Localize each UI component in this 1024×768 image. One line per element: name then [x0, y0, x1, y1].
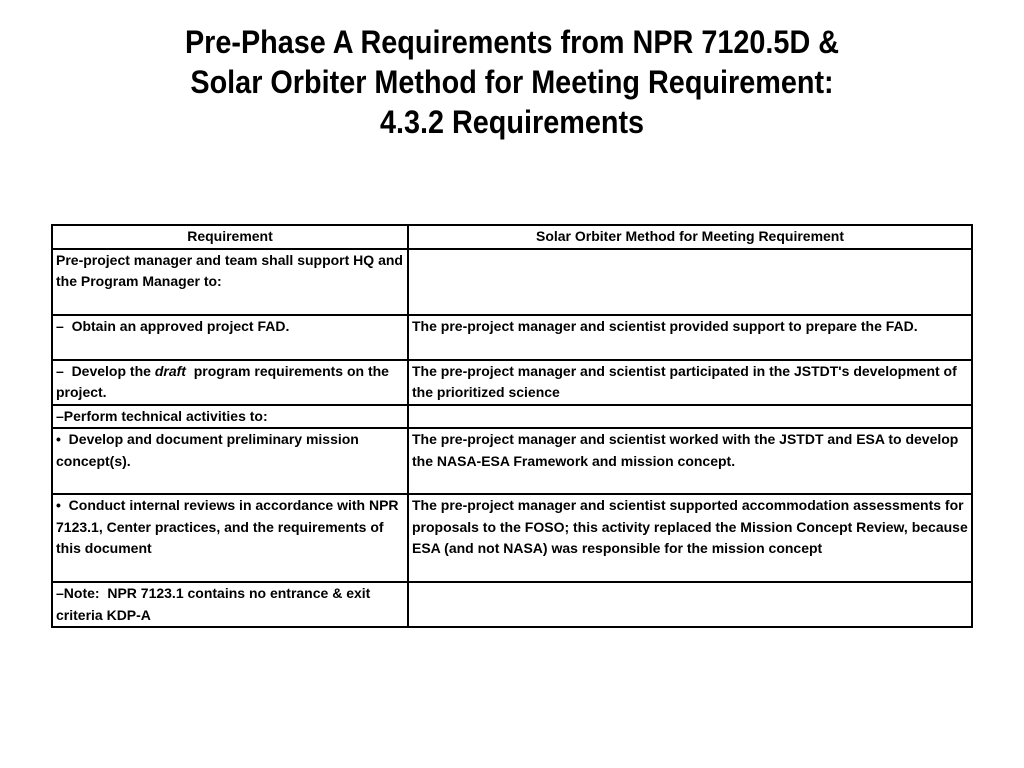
table-row: [52, 582, 972, 627]
table-row: [52, 315, 972, 360]
method-cell: The pre-project manager and scientist provided support to prepare the FAD.: [408, 315, 972, 360]
requirement-cell: –Perform technical activities to:: [52, 405, 408, 429]
requirement-cell: – Obtain an approved project FAD.: [52, 315, 408, 360]
method-cell: The pre-project manager and scientist supported accommodation assessments for proposals to the FOSO; this activity replaced the Mission Concept Review, because ESA (and not NASA) was responsible for the mission concept: [408, 494, 972, 582]
requirement-cell: Pre-project manager and team shall support HQ and the Program Manager to:: [52, 249, 408, 315]
slide-title-line-1: Pre-Phase A Requirements from NPR 7120.5D &: [184, 24, 840, 60]
slide-title-line-3: 4.3.2 Requirements: [379, 104, 645, 140]
method-cell: The pre-project manager and scientist worked with the JSTDT and ESA to develop the NASA-ESA Framework and mission concept.: [408, 428, 972, 494]
slide-title: [0, 22, 1024, 142]
method-cell: [408, 582, 972, 627]
requirement-text-emphasis: draft: [154, 362, 186, 379]
requirement-cell: • Conduct internal reviews in accordance with NPR 7123.1, Center practices, and the requirements of this document: [52, 494, 408, 582]
table-row: [52, 494, 972, 582]
column-header-method: Solar Orbiter Method for Meeting Requirement: [408, 225, 972, 249]
method-cell: [408, 249, 972, 315]
table-row: [52, 249, 972, 315]
requirement-text-prefix: – Develop the: [56, 362, 155, 379]
method-cell: [408, 405, 972, 429]
table-row: [52, 360, 972, 405]
table-row: [52, 428, 972, 494]
table-row: [52, 405, 972, 429]
table-header-row: [52, 225, 972, 249]
requirement-text-suffix: program requirements on the project.: [56, 362, 393, 400]
method-cell: The pre-project manager and scientist participated in the JSTDT's development of the prioritized science: [408, 360, 972, 405]
requirement-cell: –Note: NPR 7123.1 contains no entrance & exit criteria KDP-A: [52, 582, 408, 627]
slide-title-line-2: Solar Orbiter Method for Meeting Requirement:: [190, 64, 834, 100]
requirement-cell: [52, 360, 408, 405]
requirements-table: [51, 224, 973, 628]
requirement-cell: • Develop and document preliminary mission concept(s).: [52, 428, 408, 494]
column-header-requirement: Requirement: [52, 225, 408, 249]
